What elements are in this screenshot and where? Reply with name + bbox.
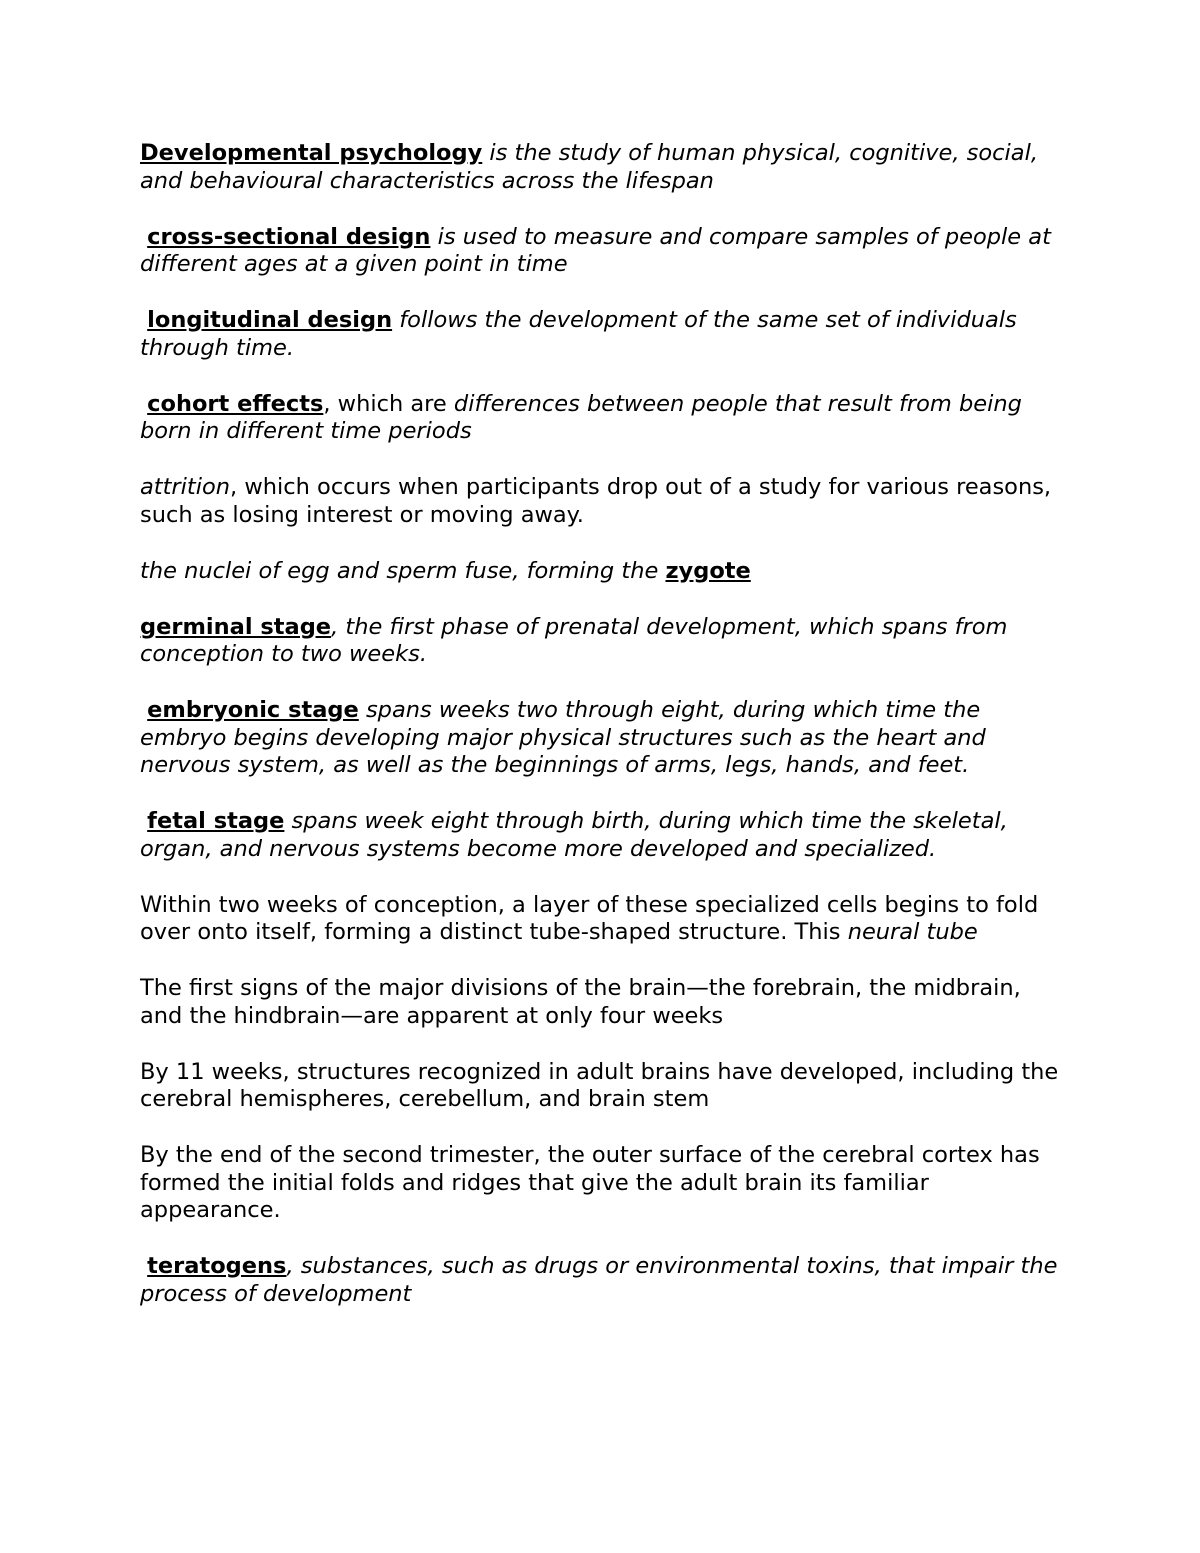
definition: spans week eight through birth, during which time the skeletal, organ, and nervous systems become more developed and specialized. (140, 808, 1008, 862)
paragraph-developmental-psychology (140, 140, 1070, 195)
definition: , the first phase of prenatal development, which spans from conception to two weeks. (140, 613, 1008, 667)
paragraph-zygote (140, 558, 1070, 586)
document-page (140, 140, 1070, 1337)
term: cross-sectional design (147, 223, 431, 250)
term: teratogens (147, 1253, 287, 1279)
body-text: By the end of the second trimester, the outer surface of the cerebral cortex has formed the initial folds and ridges that give the adult brain its familiar appearance. (140, 1142, 1040, 1223)
paragraph-cohort-effects (140, 391, 1070, 446)
term: germinal stage (140, 613, 332, 640)
body-text: Within two weeks of conception, a layer of these specialized cells begins to fold over onto itself, forming a distinct tube-shaped structure. This (140, 891, 1039, 945)
paragraph-embryonic-stage (140, 697, 1070, 780)
term: zygote (665, 557, 751, 584)
term: fetal stage (147, 808, 285, 834)
definition: differences between people that result from being born in different time periods (140, 390, 1022, 444)
term: longitudinal design (147, 307, 393, 333)
paragraph-longitudinal-design (140, 307, 1070, 362)
connector-text: , which are (323, 390, 454, 417)
definition: spans weeks two through eight, during which time the embryo begins developing major physical structures such as the heart and nervous system, as well as the beginnings of arms, legs, hands, and feet. (140, 697, 986, 778)
term-italic: attrition (140, 474, 231, 500)
definition: is the study of human physical, cognitive, social, and behavioural characteristics across the lifespan (140, 140, 1038, 194)
term: embryonic stage (147, 697, 359, 723)
definition: the nuclei of egg and sperm fuse, forming the (140, 557, 666, 584)
definition: , substances, such as drugs or environmental toxins, that impair the process of development (140, 1253, 1058, 1307)
body-text: The first signs of the major divisions of the brain—the forebrain, the midbrain, and the hindbrain—are apparent at only four weeks (140, 975, 1021, 1029)
paragraph-teratogens (140, 1253, 1070, 1308)
paragraph-second-trimester (140, 1142, 1070, 1225)
paragraph-brain-divisions (140, 975, 1070, 1030)
paragraph-germinal-stage (140, 614, 1070, 669)
term: cohort effects (147, 390, 324, 417)
term-italic: neural tube (847, 919, 978, 945)
paragraph-attrition (140, 474, 1070, 529)
paragraph-cross-sectional-design (140, 224, 1070, 279)
term: Developmental psychology (140, 140, 483, 166)
definition: follows the development of the same set of individuals through time. (140, 307, 1017, 361)
definition: is used to measure and compare samples of people at different ages at a given point in time (140, 223, 1051, 277)
body-text: , which occurs when participants drop out of a study for various reasons, such as losing interest or moving away. (140, 474, 1052, 528)
paragraph-eleven-weeks (140, 1059, 1070, 1114)
paragraph-fetal-stage (140, 808, 1070, 863)
paragraph-neural-tube (140, 892, 1070, 947)
body-text: By 11 weeks, structures recognized in adult brains have developed, including the cerebral hemispheres, cerebellum, and brain stem (140, 1058, 1059, 1112)
